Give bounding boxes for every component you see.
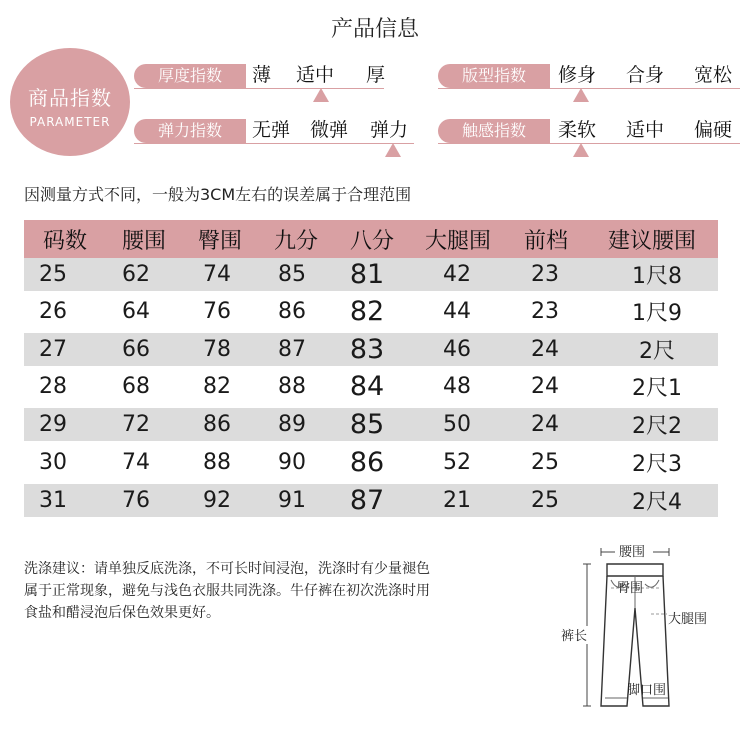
cell-eight-tenths: 83 <box>349 334 385 365</box>
touch-line <box>438 143 740 144</box>
cell-hip: 88 <box>203 450 231 475</box>
thickness-option-thick: 厚 <box>366 64 386 86</box>
fit-indicator <box>573 88 589 102</box>
cell-hip: 86 <box>203 412 231 437</box>
cell-nine-tenths: 88 <box>278 374 306 399</box>
table-row <box>24 333 718 366</box>
cell-thigh: 52 <box>443 450 471 475</box>
cell-suggested-waist: 2尺4 <box>632 490 682 515</box>
elasticity-option-none: 无弹 <box>252 119 291 141</box>
header-nine-tenths: 九分 <box>273 228 318 254</box>
cell-hip: 82 <box>203 374 231 399</box>
elasticity-label: 弹力指数 <box>134 119 246 143</box>
diagram-label-hip: 臀围 <box>617 581 644 596</box>
header-thigh: 大腿围 <box>424 228 491 254</box>
header-waist: 腰围 <box>121 228 166 254</box>
cell-front-rise: 23 <box>531 299 559 324</box>
cell-suggested-waist: 2尺2 <box>632 414 682 439</box>
table-row <box>24 408 718 441</box>
cell-nine-tenths: 86 <box>278 299 306 324</box>
thickness-indicator <box>313 88 329 102</box>
cell-hip: 76 <box>203 299 231 324</box>
cell-waist: 68 <box>122 374 150 399</box>
cell-thigh: 44 <box>443 299 471 324</box>
cell-eight-tenths: 82 <box>349 296 385 327</box>
cell-waist: 76 <box>122 488 150 513</box>
cell-hip: 78 <box>203 337 231 362</box>
touch-option-medium: 适中 <box>626 119 665 141</box>
cell-thigh: 50 <box>443 412 471 437</box>
cell-size: 31 <box>39 488 67 513</box>
waistband-shape <box>607 564 663 576</box>
cell-thigh: 42 <box>443 262 471 287</box>
cell-hip: 92 <box>203 488 231 513</box>
cell-front-rise: 23 <box>531 262 559 287</box>
cell-size: 28 <box>39 374 67 399</box>
table-row <box>24 484 718 517</box>
cell-eight-tenths: 81 <box>349 259 385 290</box>
cell-front-rise: 25 <box>531 488 559 513</box>
cell-front-rise: 24 <box>531 412 559 437</box>
cell-thigh: 46 <box>443 337 471 362</box>
pocket-seam <box>645 580 659 587</box>
badge-subtitle: PARAMETER <box>29 115 111 129</box>
wash-advice-line: 属于正常现象，避免与浅色衣服共同洗涤。牛仔裤在初次洗涤时用 <box>24 583 430 599</box>
touch-option-hard: 偏硬 <box>694 119 733 141</box>
parameter-badge <box>10 48 130 156</box>
cell-eight-tenths: 87 <box>349 485 385 516</box>
cell-eight-tenths: 86 <box>349 447 385 478</box>
thickness-line <box>134 88 384 89</box>
table-row <box>24 295 718 328</box>
elasticity-option-stretch: 弹力 <box>370 119 409 141</box>
header-hip: 臀围 <box>197 228 242 254</box>
table-row <box>24 446 718 479</box>
cell-thigh: 48 <box>443 374 471 399</box>
cell-eight-tenths: 85 <box>349 409 385 440</box>
cell-eight-tenths: 84 <box>349 371 385 402</box>
fit-line <box>438 88 740 89</box>
diagram-label-length: 裤长 <box>561 629 588 644</box>
wash-advice-line: 食盐和醋浸泡后保色效果更好。 <box>24 605 220 621</box>
cell-waist: 74 <box>122 450 150 475</box>
cell-front-rise: 24 <box>531 374 559 399</box>
diagram-label-hem: 脚口围 <box>627 683 667 698</box>
fit-label: 版型指数 <box>438 64 550 88</box>
page-title: 产品信息 <box>330 17 419 42</box>
touch-label: 触感指数 <box>438 119 550 143</box>
fit-option-slim: 修身 <box>558 64 597 86</box>
header-size: 码数 <box>42 228 87 254</box>
cell-size: 29 <box>39 412 67 437</box>
thickness-label: 厚度指数 <box>134 64 246 88</box>
cell-size: 25 <box>39 262 67 287</box>
table-row <box>24 258 718 291</box>
cell-nine-tenths: 91 <box>278 488 306 513</box>
cell-front-rise: 24 <box>531 337 559 362</box>
cell-suggested-waist: 1尺8 <box>632 264 682 289</box>
header-suggested-waist: 建议腰围 <box>607 228 696 254</box>
wash-advice <box>24 558 554 624</box>
cell-suggested-waist: 1尺9 <box>632 301 682 326</box>
diagram-label-thigh: 大腿围 <box>668 612 708 627</box>
cell-front-rise: 25 <box>531 450 559 475</box>
cell-suggested-waist: 2尺1 <box>632 376 682 401</box>
cell-nine-tenths: 85 <box>278 262 306 287</box>
table-row <box>24 370 718 403</box>
cell-size: 30 <box>39 450 67 475</box>
header-eight-tenths: 八分 <box>349 228 394 254</box>
elasticity-option-slight: 微弹 <box>310 119 349 141</box>
diagram-label-waist: 腰围 <box>619 545 646 560</box>
jeans-measurement-diagram <box>555 538 745 728</box>
touch-option-soft: 柔软 <box>558 119 597 141</box>
elasticity-indicator <box>385 143 401 157</box>
thickness-option-medium: 适中 <box>296 64 335 86</box>
touch-indicator <box>573 143 589 157</box>
cell-waist: 66 <box>122 337 150 362</box>
badge-title: 商品指数 <box>28 86 112 110</box>
cell-size: 26 <box>39 299 67 324</box>
cell-waist: 62 <box>122 262 150 287</box>
wash-advice-line: 洗涤建议：请单独反底洗涤，不可长时间浸泡，洗涤时有少量褪色 <box>24 561 430 577</box>
cell-hip: 74 <box>203 262 231 287</box>
cell-nine-tenths: 89 <box>278 412 306 437</box>
measurement-note: 因测量方式不同，一般为3CM左右的误差属于合理范围 <box>24 185 412 204</box>
cell-waist: 72 <box>122 412 150 437</box>
cell-suggested-waist: 2尺3 <box>632 452 682 477</box>
cell-nine-tenths: 90 <box>278 450 306 475</box>
cell-nine-tenths: 87 <box>278 337 306 362</box>
cell-size: 27 <box>39 337 67 362</box>
fit-option-loose: 宽松 <box>694 64 733 86</box>
cell-thigh: 21 <box>443 488 471 513</box>
fit-option-regular: 合身 <box>626 64 665 86</box>
size-table-header <box>24 220 718 258</box>
thickness-option-thin: 薄 <box>252 64 272 86</box>
cell-suggested-waist: 2尺 <box>639 339 675 364</box>
elasticity-line <box>134 143 414 144</box>
header-front-rise: 前档 <box>523 228 568 254</box>
cell-waist: 64 <box>122 299 150 324</box>
